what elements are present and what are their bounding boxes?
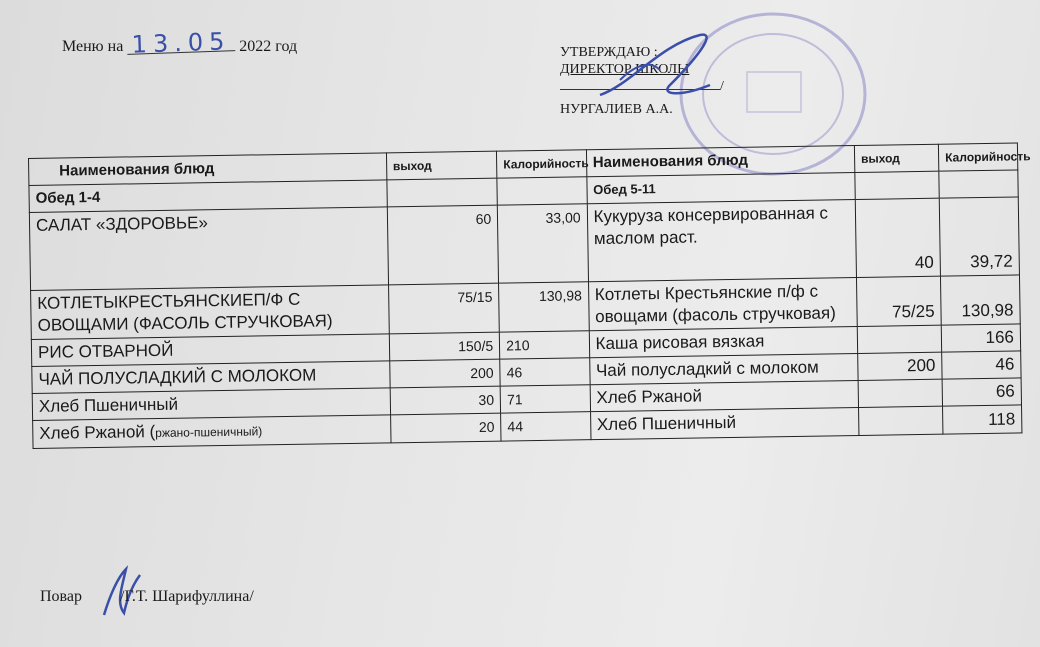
- group-label-left: Обед 1-4: [29, 180, 387, 213]
- dish-yield: 200: [858, 352, 943, 380]
- dish-name: Хлеб Ржаной (ржано-пшеничный): [33, 415, 391, 449]
- dish-yield: 40: [855, 198, 940, 277]
- approval-position: ДИРЕКТОР ШКОЛЫ: [560, 62, 690, 77]
- dish-yield: 60: [387, 205, 499, 285]
- header-calories-left: Калорийность: [497, 150, 587, 178]
- dish-name: САЛАТ «ЗДОРОВЬЕ»: [29, 207, 388, 291]
- header-dish-name-left: Наименования блюд: [29, 153, 387, 186]
- dish-calories: 46: [500, 358, 590, 386]
- dish-calories: 210: [499, 331, 589, 359]
- dish-name: КОТЛЕТЫКРЕСТЬЯНСКИЕП/Ф С ОВОЩАМИ (ФАСОЛЬ СТРУЧКОВАЯ): [31, 285, 389, 340]
- header-yield-right: выход: [854, 144, 939, 172]
- approval-signature-line: /: [560, 78, 724, 95]
- dish-yield: 75/15: [388, 283, 499, 334]
- dish-name: Каша рисовая вязкая: [589, 326, 858, 357]
- cook-label: Повар: [40, 588, 82, 605]
- approval-title: УТВЕРЖДАЮ :: [560, 45, 658, 60]
- dish-yield: 150/5: [389, 332, 500, 361]
- dish-calories: 39,72: [939, 197, 1019, 276]
- dish-name: Чай полусладкий с молоком: [589, 353, 858, 384]
- menu-prefix: Меню на: [62, 38, 124, 55]
- director-signature: [590, 25, 740, 115]
- dish-calories: 130,98: [941, 275, 1021, 325]
- menu-table: [28, 142, 1031, 449]
- dish-yield: [857, 325, 942, 353]
- dish-name: РИС ОТВАРНОЙ: [31, 334, 389, 367]
- dish-name: Хлеб Пшеничный: [32, 388, 390, 421]
- dish-yield: 20: [390, 413, 501, 443]
- dish-calories: 66: [942, 378, 1021, 406]
- dish-calories: 166: [941, 324, 1020, 352]
- dish-calories: 46: [942, 351, 1021, 379]
- menu-date-line: [62, 27, 298, 59]
- dish-yield: 200: [389, 359, 500, 388]
- group-label-right: Обед 5-11: [586, 173, 855, 204]
- header-dish-name-right: Наименования блюд: [586, 146, 855, 177]
- cook-name: /Г.Т. Шарифуллина/: [120, 588, 254, 605]
- dish-name: ЧАЙ ПОЛУСЛАДКИЙ С МОЛОКОМ: [32, 361, 390, 394]
- handwritten-date: 13.05: [127, 32, 236, 55]
- header-yield-left: выход: [386, 151, 497, 180]
- dish-calories: 130,98: [499, 282, 589, 332]
- cook-line: [40, 588, 254, 606]
- dish-yield: [858, 379, 943, 407]
- dish-calories: 71: [500, 385, 590, 413]
- dish-name: Хлеб Пшеничный: [590, 407, 859, 439]
- dish-name: Кукуруза консервированная с маслом раст.: [587, 200, 856, 282]
- dish-yield: 30: [390, 386, 501, 415]
- dish-name: Хлеб Ржаной: [590, 380, 859, 411]
- dish-calories: 33,00: [497, 204, 588, 283]
- dish-yield: [858, 406, 943, 435]
- dish-yield: 75/25: [856, 276, 941, 326]
- menu-year: 2022 год: [239, 38, 298, 55]
- approval-director-name: НУРГАЛИЕВ А.А.: [560, 102, 673, 117]
- dish-calories: 44: [501, 412, 591, 441]
- dish-name: Котлеты Крестьянские п/ф с овощами (фасоль стручковая): [588, 278, 857, 331]
- dish-calories: 118: [943, 405, 1022, 434]
- header-calories-right: Калорийность: [938, 143, 1017, 171]
